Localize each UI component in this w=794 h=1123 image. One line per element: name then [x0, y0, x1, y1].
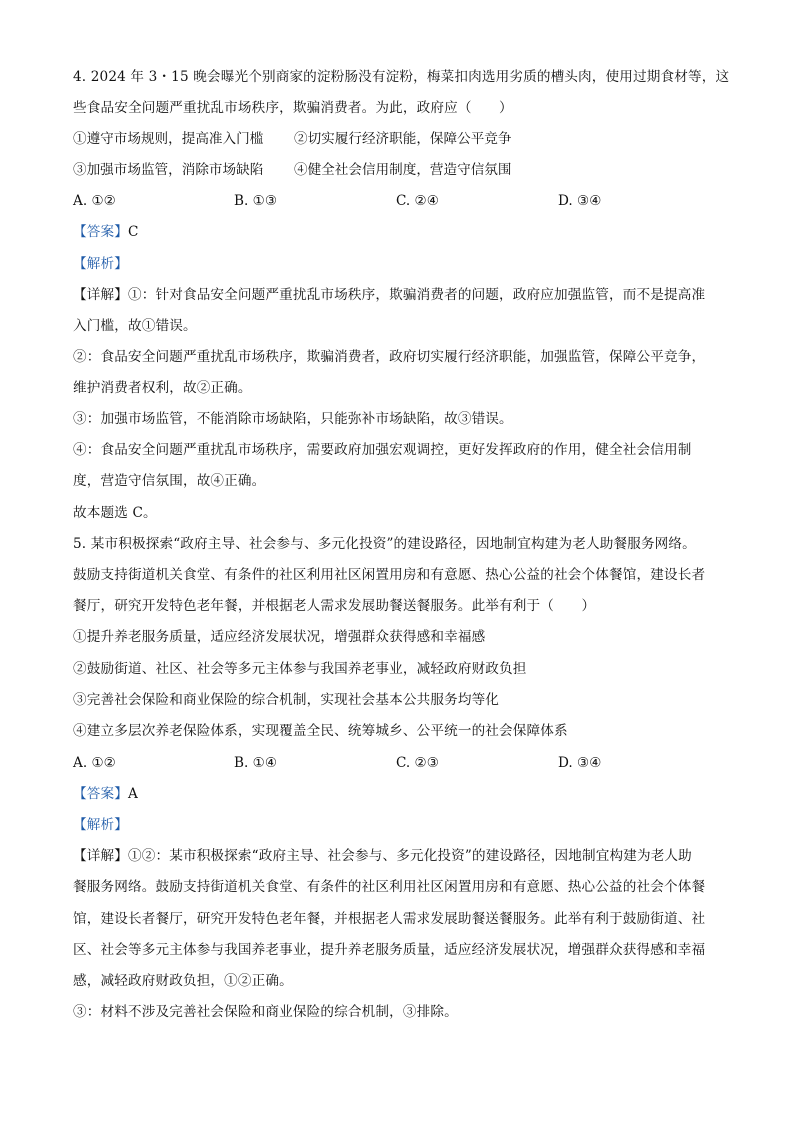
- q5-choice-a: A. ①②: [73, 755, 116, 771]
- q4-choice-b: B. ①③: [234, 193, 278, 209]
- q4-detail-line-3: ②：食品安全问题严重扰乱市场秩序，欺骗消费者，政府切实履行经济职能，加强监管，保障公平竞争，: [73, 349, 706, 365]
- q4-detail-line-4: 维护消费者权利，故②正确。: [73, 380, 252, 396]
- q4-analysis-label-text: 【解析】: [73, 256, 128, 272]
- q4-options-row-1: [73, 130, 728, 148]
- q4-choice-d: D. ③④: [558, 193, 602, 209]
- q5-analysis-label: [73, 816, 728, 834]
- q4-detail-line-5: ③：加强市场监管，不能消除市场缺陷，只能弥补市场缺陷，故③错误。: [73, 411, 513, 427]
- q5-stem-line-2: 鼓励支持街道机关食堂、有条件的社区利用社区闲置用房和有意愿、热心公益的社会个体餐馆，建设长者: [73, 567, 706, 583]
- q5-option-4: ④建立多层次养老保险体系，实现覆盖全民、统筹城乡、公平统一的社会保障体系: [73, 723, 568, 739]
- q5-choice-d: D. ③④: [558, 755, 602, 771]
- q5-stem-line-1: 5. 某市积极探索“政府主导、社会参与、多元化投资”的建设路径，因地制宜构建为老人助餐服务网络。: [73, 536, 696, 552]
- q5-detail-line-3: 馆，建设长者餐厅，研究开发特色老年餐，并根据老人需求发展助餐送餐服务。此举有利于鼓励街道、社: [73, 911, 706, 927]
- q5-detail-line-2: 餐服务网络。鼓励支持街道机关食堂、有条件的社区利用社区闲置用房和有意愿、热心公益的社会个体餐: [73, 879, 706, 895]
- q4-choice-a: A. ①②: [73, 193, 116, 209]
- q5-option-2: ②鼓励街道、社区、社会等多元主体参与我国养老事业，减轻政府财政负担: [73, 661, 527, 677]
- q5-choices: [73, 754, 728, 772]
- q4-answer: [73, 223, 728, 241]
- q4-option-1: ①遵守市场规则，提高准入门槛: [73, 131, 264, 147]
- q5-choice-b: B. ①④: [234, 755, 278, 771]
- q4-detail-line-1: 【详解】①：针对食品安全问题严重扰乱市场秩序，欺骗消费者的问题，政府应加强监管，而不是提高准: [73, 287, 706, 303]
- q4-option-4: ④健全社会信用制度，营造守信氛围: [294, 162, 512, 178]
- q4-stem-line-1: 4. 2024 年 3・15 晚会曝光个别商家的淀粉肠没有淀粉，梅菜扣肉选用劣质的槽头肉，使用过期食材等，这: [73, 69, 730, 85]
- q4-detail-line-2: 入门槛，故①错误。: [73, 318, 197, 334]
- q4-answer-value: C: [127, 224, 139, 240]
- q5-option-3: ③完善社会保险和商业保险的综合机制，实现社会基本公共服务均等化: [73, 692, 500, 708]
- q4-options-row-2: [73, 161, 728, 179]
- q5-detail-line-1: 【详解】①②：某市积极探索“政府主导、社会参与、多元化投资”的建设路径，因地制宜构建为老人助: [73, 848, 692, 864]
- q5-analysis-label-text: 【解析】: [73, 817, 128, 833]
- q5-option-1: ①提升养老服务质量，适应经济发展状况，增强群众获得感和幸福感: [73, 629, 486, 645]
- q5-detail-line-6: ③：材料不涉及完善社会保险和商业保险的综合机制，③排除。: [73, 1004, 458, 1020]
- q4-stem-line-2: 些食品安全问题严重扰乱市场秩序，欺骗消费者。为此，政府应（ ）: [73, 100, 513, 116]
- q4-option-3: ③加强市场监管，消除市场缺陷: [73, 162, 264, 178]
- q4-detail-line-7: 度，营造守信氛围，故④正确。: [73, 473, 266, 489]
- q5-answer-value: A: [127, 786, 138, 802]
- q5-stem-line-3: 餐厅，研究开发特色老年餐，并根据老人需求发展助餐送餐服务。此举有利于（ ）: [73, 598, 596, 614]
- q5-answer: [73, 785, 728, 803]
- q5-choice-c: C. ②③: [396, 755, 439, 771]
- q4-conclusion: 故本题选 C。: [73, 505, 157, 521]
- q5-detail-line-4: 区、社会等多元主体参与我国养老事业，提升养老服务质量，适应经济发展状况，增强群众获得感和幸福: [73, 942, 706, 958]
- q4-choice-c: C. ②④: [396, 193, 439, 209]
- q4-answer-label: 【答案】: [73, 224, 128, 240]
- q4-choices: [73, 192, 728, 210]
- q5-detail-line-5: 感，减轻政府财政负担，①②正确。: [73, 973, 293, 989]
- q5-answer-label: 【答案】: [73, 786, 128, 802]
- q4-detail-line-6: ④：食品安全问题严重扰乱市场秩序，需要政府加强宏观调控，更好发挥政府的作用，健全社会信用制: [73, 442, 692, 458]
- q4-analysis-label: [73, 255, 728, 273]
- q4-option-2: ②切实履行经济职能，保障公平竞争: [294, 131, 512, 147]
